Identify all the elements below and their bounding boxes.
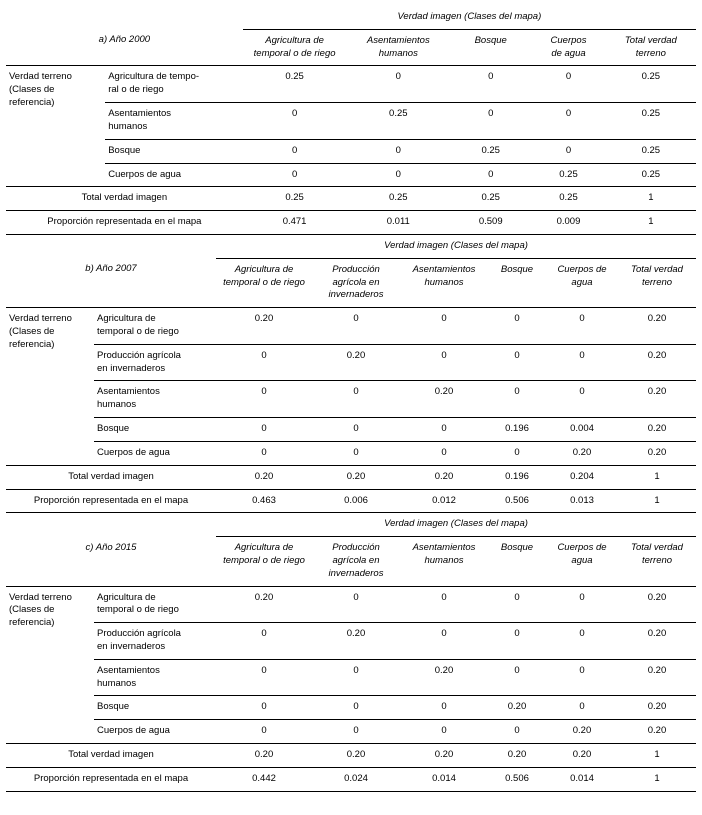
- total-row: [6, 465, 696, 489]
- spacer-cell: [94, 235, 216, 258]
- col-header-bosque: Bosque: [488, 258, 546, 307]
- section-caption: c) Año 2015: [6, 537, 216, 586]
- cell-value: 1: [606, 211, 696, 235]
- cell-value: 0: [395, 71, 401, 83]
- cell-value: 0.442: [216, 767, 312, 791]
- cell-value: 1: [618, 767, 696, 791]
- cell-value: 0.20: [618, 441, 696, 465]
- cell-value: 0.20: [618, 623, 696, 660]
- group-header-row: [6, 6, 696, 29]
- row-label: Producción agrícola en invernaderos: [94, 623, 216, 660]
- cell-value: 0.471: [243, 211, 347, 235]
- cell-value: 0.20: [618, 696, 696, 720]
- table-row: [6, 441, 696, 465]
- table-row: [6, 381, 696, 418]
- cell-value: 0.20: [488, 696, 546, 720]
- group-header-row: [6, 513, 696, 536]
- side-label-verdad-terreno: Verdad terreno (Clases de referencia): [9, 71, 72, 109]
- cell-value: 0: [546, 623, 618, 660]
- cell-value: 1: [618, 465, 696, 489]
- cell-value: 0.20: [488, 744, 546, 768]
- cell-value: 0.014: [546, 767, 618, 791]
- cell-value: 0.20: [546, 720, 618, 744]
- row-label: Agricultura de temporal o de riego: [97, 313, 179, 337]
- cell-value: 0.20: [216, 465, 312, 489]
- row-label: Asentamientos humanos: [94, 659, 216, 696]
- col-header-asentamientos: Asentamientos humanos: [400, 258, 488, 307]
- cell-value: 0: [546, 659, 618, 696]
- side-label-verdad-terreno: Verdad terreno (Clases de referencia): [9, 313, 72, 350]
- cell-value: 0.20: [400, 465, 488, 489]
- total-row-label: Total verdad imagen: [6, 465, 216, 489]
- cell-value: 0.024: [312, 767, 400, 791]
- cell-value: 0.20: [618, 418, 696, 442]
- cell-value: 0.20: [400, 659, 488, 696]
- table-row: [6, 66, 696, 103]
- cell-value: 0: [312, 696, 400, 720]
- row-label: Bosque: [94, 418, 216, 442]
- row-label: Cuerpos de agua: [94, 720, 216, 744]
- section-caption: b) Año 2007: [6, 258, 216, 307]
- cell-value: 0.20: [618, 381, 696, 418]
- cell-value: 0: [546, 381, 618, 418]
- cell-value: 0.25: [606, 163, 696, 187]
- cell-value: 0.509: [450, 211, 531, 235]
- cell-value: 0.25: [346, 103, 450, 140]
- col-header-total-verdad-terreno: Total verdad terreno: [618, 258, 696, 307]
- cell-value: 0: [441, 313, 447, 325]
- cell-value: 0: [400, 623, 488, 660]
- total-row: [6, 187, 696, 211]
- cell-value: 0.20: [618, 344, 696, 381]
- col-header-asentamientos: Asentamientos humanos: [346, 29, 450, 66]
- cell-value: 0: [216, 441, 312, 465]
- cell-value: 0.20: [618, 659, 696, 696]
- cell-value: 0: [243, 139, 347, 163]
- proportion-row: [6, 211, 696, 235]
- proportion-row-label: Proporción representada en el mapa: [6, 489, 216, 513]
- cell-value: 0: [216, 381, 312, 418]
- table-row: [6, 344, 696, 381]
- cell-value: 0: [216, 623, 312, 660]
- column-header-row: [6, 537, 696, 586]
- cell-value: 0.25: [641, 71, 661, 83]
- cell-value: 0: [488, 441, 546, 465]
- cell-value: 0: [243, 103, 347, 140]
- row-label: Cuerpos de agua: [94, 441, 216, 465]
- col-header-produccion-agricola: Producción agrícola en invernaderos: [312, 258, 400, 307]
- row-label: Bosque: [94, 696, 216, 720]
- proportion-row-label: Proporción representada en el mapa: [6, 767, 216, 791]
- cell-value: 0: [531, 103, 605, 140]
- spacer-cell: [94, 513, 216, 536]
- proportion-row-label: Proporción representada en el mapa: [6, 211, 243, 235]
- cell-value: 0.25: [606, 103, 696, 140]
- cell-value: 0.014: [400, 767, 488, 791]
- row-label: Agricultura de temporal o de riego: [97, 591, 179, 616]
- table-row: [6, 586, 696, 623]
- cell-value: 0: [579, 313, 585, 325]
- cell-value: 0.013: [546, 489, 618, 513]
- proportion-row: [6, 489, 696, 513]
- cell-value: 0.20: [546, 441, 618, 465]
- cell-value: 0.20: [400, 381, 488, 418]
- cell-value: 0: [346, 139, 450, 163]
- col-header-cuerpos-agua: Cuerpos de agua: [531, 29, 605, 66]
- cell-value: 0: [531, 139, 605, 163]
- cell-value: 0.20: [400, 744, 488, 768]
- cell-value: 1: [618, 744, 696, 768]
- cell-value: 0: [353, 313, 359, 325]
- section-caption: a) Año 2000: [6, 29, 243, 66]
- cell-value: 0.204: [546, 465, 618, 489]
- cell-value: 0.012: [400, 489, 488, 513]
- cell-value: 0.011: [346, 211, 450, 235]
- spacer-cell: [6, 6, 105, 29]
- col-header-total-verdad-terreno: Total verdad terreno: [606, 29, 696, 66]
- cell-value: 0.25: [531, 187, 605, 211]
- side-label-verdad-terreno: Verdad terreno (Clases de referencia): [9, 591, 72, 629]
- col-header-total-verdad-terreno: Total verdad terreno: [618, 537, 696, 586]
- total-row-label: Total verdad imagen: [6, 187, 243, 211]
- col-header-asentamientos: Asentamientos humanos: [400, 537, 488, 586]
- table-row: [6, 659, 696, 696]
- cell-value: 0.506: [488, 489, 546, 513]
- confusion-matrix-2015: [6, 513, 696, 791]
- cell-value: 0: [514, 313, 520, 325]
- table-row: [6, 308, 696, 345]
- group-header-label: Verdad imagen (Clases del mapa): [216, 235, 696, 258]
- col-header-bosque: Bosque: [488, 537, 546, 586]
- confusion-matrix-2007: [6, 235, 696, 513]
- total-row-label: Total verdad imagen: [6, 744, 216, 768]
- cell-value: 0: [400, 344, 488, 381]
- table-row: [6, 623, 696, 660]
- spacer-cell: [6, 513, 94, 536]
- table-row: [6, 696, 696, 720]
- cell-value: 1: [606, 187, 696, 211]
- cell-value: 0: [353, 591, 359, 603]
- row-label: Producción agrícola en invernaderos: [94, 344, 216, 381]
- spacer-cell: [105, 6, 243, 29]
- cell-value: 0.20: [216, 744, 312, 768]
- group-header-label: Verdad imagen (Clases del mapa): [243, 6, 696, 29]
- cell-value: 0.20: [312, 344, 400, 381]
- cell-value: 1: [618, 489, 696, 513]
- cell-value: 0: [400, 696, 488, 720]
- cell-value: 0.006: [312, 489, 400, 513]
- cell-value: 0: [216, 418, 312, 442]
- cell-value: 0: [216, 720, 312, 744]
- col-header-cuerpos-agua: Cuerpos de agua: [546, 258, 618, 307]
- cell-value: 0: [514, 591, 520, 603]
- cell-value: 0: [312, 659, 400, 696]
- cell-value: 0: [488, 720, 546, 744]
- cell-value: 0.25: [531, 163, 605, 187]
- col-header-agricultura: Agricultura de temporal o de riego: [216, 258, 312, 307]
- table-row: [6, 139, 696, 163]
- cell-value: 0.506: [488, 767, 546, 791]
- cell-value: 0: [565, 71, 572, 83]
- column-header-row: [6, 29, 696, 66]
- cell-value: 0.196: [488, 418, 546, 442]
- cell-value: 0: [488, 623, 546, 660]
- cell-value: 0: [243, 163, 347, 187]
- cell-value: 0: [346, 163, 450, 187]
- cell-value: 0: [312, 441, 400, 465]
- cell-value: 0: [400, 418, 488, 442]
- row-label: Bosque: [105, 139, 243, 163]
- cell-value: 0: [488, 71, 494, 83]
- col-header-produccion-agricola: Producción agrícola en invernaderos: [312, 537, 400, 586]
- table-row: [6, 720, 696, 744]
- row-label: Asentamientos humanos: [94, 381, 216, 418]
- cell-value: 0.004: [546, 418, 618, 442]
- col-header-agricultura: Agricultura de temporal o de riego: [243, 29, 347, 66]
- cell-value: 0: [579, 591, 585, 603]
- cell-value: 0.20: [647, 591, 667, 603]
- confusion-matrix-2000: [6, 6, 696, 235]
- cell-value: 0.20: [618, 720, 696, 744]
- col-header-agricultura: Agricultura de temporal o de riego: [216, 537, 312, 586]
- spacer-cell: [6, 235, 94, 258]
- cell-value: 0: [488, 659, 546, 696]
- cell-value: 0: [216, 659, 312, 696]
- cell-value: 0: [216, 344, 312, 381]
- cell-value: 0.25: [450, 139, 531, 163]
- cell-value: 0.196: [488, 465, 546, 489]
- col-header-bosque: Bosque: [450, 29, 531, 66]
- cell-value: 0: [400, 441, 488, 465]
- proportion-row: [6, 767, 696, 791]
- cell-value: 0: [400, 720, 488, 744]
- cell-value: 0.25: [243, 187, 347, 211]
- row-label: Asentamientos humanos: [105, 103, 243, 140]
- cell-value: 0: [488, 381, 546, 418]
- cell-value: 0: [312, 381, 400, 418]
- table-row: [6, 418, 696, 442]
- cell-value: 0.25: [606, 139, 696, 163]
- group-header-row: [6, 235, 696, 258]
- cell-value: 0: [216, 696, 312, 720]
- cell-value: 0: [450, 103, 531, 140]
- table-row: [6, 103, 696, 140]
- cell-value: 0.25: [346, 187, 450, 211]
- row-label: Cuerpos de agua: [105, 163, 243, 187]
- column-header-row: [6, 258, 696, 307]
- table-row: [6, 163, 696, 187]
- cell-value: 0.20: [312, 744, 400, 768]
- cell-value: 0: [441, 591, 447, 603]
- cell-value: 0.20: [254, 313, 274, 325]
- cell-value: 0.25: [450, 187, 531, 211]
- cell-value: 0.20: [312, 465, 400, 489]
- cell-value: 0: [312, 720, 400, 744]
- cell-value: 0: [546, 696, 618, 720]
- col-header-cuerpos-agua: Cuerpos de agua: [546, 537, 618, 586]
- cell-value: 0: [450, 163, 531, 187]
- cell-value: 0.20: [254, 591, 274, 603]
- group-header-label: Verdad imagen (Clases del mapa): [216, 513, 696, 536]
- cell-value: 0.20: [312, 623, 400, 660]
- cell-value: 0.20: [647, 313, 667, 325]
- cell-value: 0.25: [285, 71, 304, 83]
- cell-value: 0: [546, 344, 618, 381]
- cell-value: 0.20: [546, 744, 618, 768]
- cell-value: 0.009: [531, 211, 605, 235]
- cell-value: 0: [312, 418, 400, 442]
- cell-value: 0: [488, 344, 546, 381]
- cell-value: 0.463: [216, 489, 312, 513]
- total-row: [6, 744, 696, 768]
- row-label: Agricultura de tempo- ral o de riego: [108, 71, 200, 96]
